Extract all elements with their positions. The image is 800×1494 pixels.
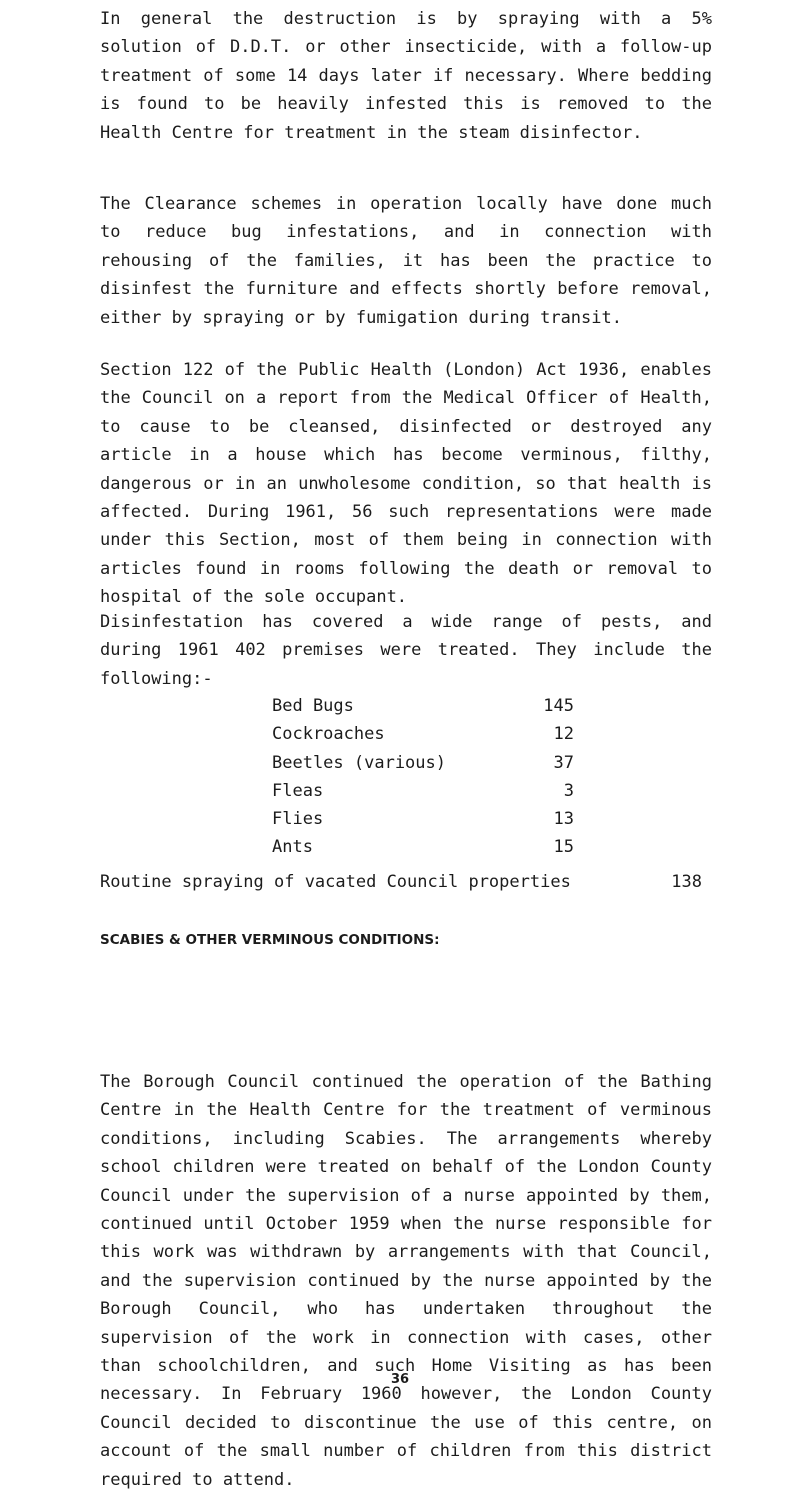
paragraph-bathing-centre: The Borough Council continued the operation of the Bathing Centre in the Health Centre for the treatment of verminous conditions, including Scabies. The arrangements whereby school children were treated on behalf of the London County Council under the supervision of a nurse appointed by them, continued until October 1959 when the nurse responsible for this work was withdrawn by arrangements with that Council, and the supervision continued by the nurse appointed by the Borough Council, who has undertaken throughout the supervision of the work in connection with cases, other than schoolchildren, and such Home Visiting as has been necessary. In February 1960 however, the London County Council decided to discontinue the use of this centre, on account of the small number of children from this district required to attend. <box>100 1072 712 1490</box>
pest-name: Bed Bugs <box>272 696 354 716</box>
section-heading-scabies: SCABIES & OTHER VERMINOUS CONDITIONS: <box>100 932 440 948</box>
pest-count: 13 <box>553 809 574 830</box>
pest-count: 37 <box>553 752 574 773</box>
table-row <box>272 833 582 861</box>
paragraph-section-122: Section 122 of the Public Health (London) Act 1936, enables the Council on a report from the Medical Officer of Health, to cause to be cleansed, disinfected or destroyed any article in a house which has become verminous, filthy, dangerous or in an unwholesome condition, so that health is affected. During 1961, 56 such representations were made under this Section, most of them being in connection with articles found in rooms following the death or removal to hospital of the sole occupant. <box>100 360 712 608</box>
routine-spraying-label: Routine spraying of vacated Council properties <box>100 872 571 892</box>
paragraph-clearance-schemes: The Clearance schemes in operation locally have done much to reduce bug infestations, and in connection with rehousing of the families, it has been the practice to disinfest the furniture and effects shortly before removal, either by spraying or by fumigation during transit. <box>100 194 712 328</box>
routine-spraying-value: 138 <box>671 872 702 892</box>
pest-count: 15 <box>553 837 574 858</box>
pest-name: Flies <box>272 809 324 830</box>
pest-name: Beetles (various) <box>272 752 446 773</box>
page-number: 36 <box>390 1372 410 1387</box>
table-row <box>272 805 582 833</box>
table-row <box>272 692 582 720</box>
table-row <box>272 749 582 777</box>
pest-count: 145 <box>543 696 574 716</box>
pest-count: 3 <box>563 780 574 801</box>
table-row <box>272 777 582 805</box>
pest-name: Cockroaches <box>272 724 385 745</box>
pest-count: 12 <box>553 724 574 745</box>
table-row <box>272 720 582 748</box>
pest-table <box>272 692 582 862</box>
pest-name: Ants <box>272 837 313 858</box>
paragraph-insecticide-treatment: In general the destruction is by spraying with a 5% solution of D.D.T. or other insecticide, with a follow-up treatment of some 14 days later if necessary. Where bedding is found to be heavily infested this is removed to the Health Centre for treatment in the steam disinfector. <box>100 9 712 143</box>
paragraph-disinfestation-range: Disinfestation has covered a wide range of pests, and during 1961 402 premises were treated. They include the following:- <box>100 612 712 689</box>
pest-name: Fleas <box>272 780 324 801</box>
